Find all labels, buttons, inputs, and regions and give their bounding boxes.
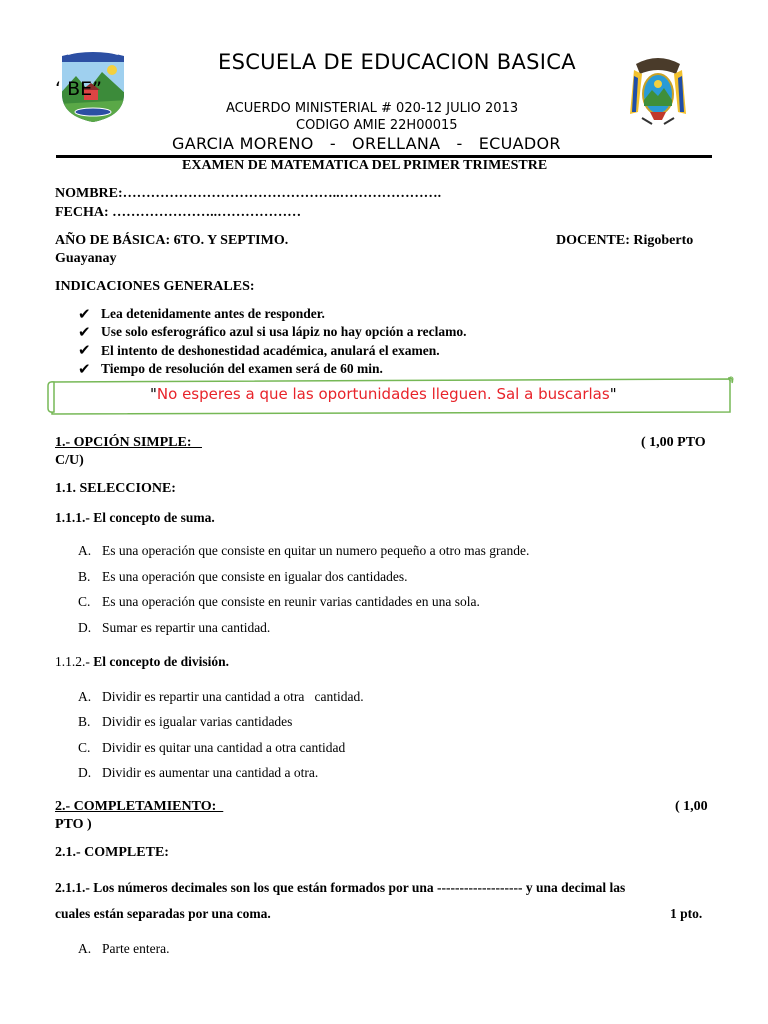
- fecha-field: FECHA: …………………..………………: [55, 205, 302, 220]
- question-1-1-1: 1.1.1.- El concepto de suma.: [55, 510, 215, 525]
- school-name-fragment: ‘ BE”: [55, 78, 102, 100]
- section2-points-continued: PTO ): [55, 817, 92, 832]
- question-2-1-1-points: 1 pto.: [670, 906, 703, 921]
- section1-subheading: 1.1. SELECCIONE:: [55, 481, 176, 496]
- location-line: GARCIA MORENO - ORELLANA - ECUADOR: [172, 134, 561, 153]
- option-item: A. Dividir es repartir una cantidad a otra cantidad.: [78, 689, 364, 704]
- list-item: ✔ Use solo esferográfico azul si usa lápiz no hay opción a reclamo.: [78, 324, 467, 341]
- motto-text: "No esperes a que las oportunidades lleguen. Sal a buscarlas": [150, 385, 617, 403]
- list-item: ✔ El intento de deshonestidad académica, anulará el examen.: [78, 342, 440, 360]
- section1-heading: 1.- OPCIÓN SIMPLE:: [55, 435, 202, 450]
- section2-subheading: 2.1.- COMPLETE:: [55, 845, 169, 860]
- codigo-amie: CODIGO AMIE 22H00015: [296, 118, 458, 133]
- indicaciones-list: [78, 305, 466, 378]
- docente-label: DOCENTE: Rigoberto: [556, 233, 694, 248]
- docente-name-continued: Guayanay: [55, 251, 117, 266]
- nombre-field: NOMBRE:………………………………………..………………….: [55, 186, 442, 201]
- section1-points-continued: C/U): [55, 453, 84, 468]
- option-item: B. Es una operación que consiste en igualar dos cantidades.: [78, 568, 408, 584]
- option-item: D. Sumar es repartir una cantidad.: [78, 619, 271, 635]
- option-item: D. Dividir es aumentar una cantidad a otra.: [78, 764, 319, 780]
- question-2-1-1-continued: cuales están separadas por una coma.: [55, 906, 271, 921]
- option-item: A. Parte entera.: [78, 941, 170, 956]
- exam-title: EXAMEN DE MATEMATICA DEL PRIMER TRIMESTRE: [182, 158, 548, 173]
- option-item: C. Dividir es quitar una cantidad a otra cantidad: [78, 739, 346, 755]
- section2-heading: 2.- COMPLETAMIENTO:: [55, 799, 224, 814]
- ecuador-coat-of-arms-icon: [628, 52, 688, 126]
- option-item: A. Es una operación que consiste en quitar un numero pequeño a otro mas grande.: [78, 543, 530, 558]
- indicaciones-title: INDICACIONES GENERALES:: [55, 279, 255, 294]
- checkmark-icon: ✔: [78, 361, 91, 378]
- list-item: ✔ Lea detenidamente antes de responder.: [78, 306, 325, 323]
- anio-basica: AÑO DE BÁSICA: 6TO. Y SEPTIMO.: [55, 233, 289, 248]
- checkmark-icon: ✔: [78, 343, 91, 360]
- section2-points: ( 1,00: [675, 799, 708, 814]
- section1-points: ( 1,00 PTO: [641, 435, 706, 450]
- acuerdo-ministerial: ACUERDO MINISTERIAL # 020-12 JULIO 2013: [226, 101, 519, 116]
- checkmark-icon: ✔: [78, 324, 91, 341]
- checkmark-icon: ✔: [78, 306, 91, 323]
- option-item: B. Dividir es igualar varias cantidades: [78, 714, 293, 730]
- question-2-1-1: 2.1.1.- Los números decimales son los que están formados por una ------------------- y una decimal las: [55, 880, 626, 895]
- option-item: C. Es una operación que consiste en reunir varias cantidades en una sola.: [78, 594, 480, 609]
- question-1-1-2: 1.1.2.- El concepto de división.: [55, 654, 230, 669]
- list-item: ✔ Tiempo de resolución del examen será de 60 min.: [78, 361, 383, 378]
- school-title: ESCUELA DE EDUCACION BASICA: [218, 50, 576, 74]
